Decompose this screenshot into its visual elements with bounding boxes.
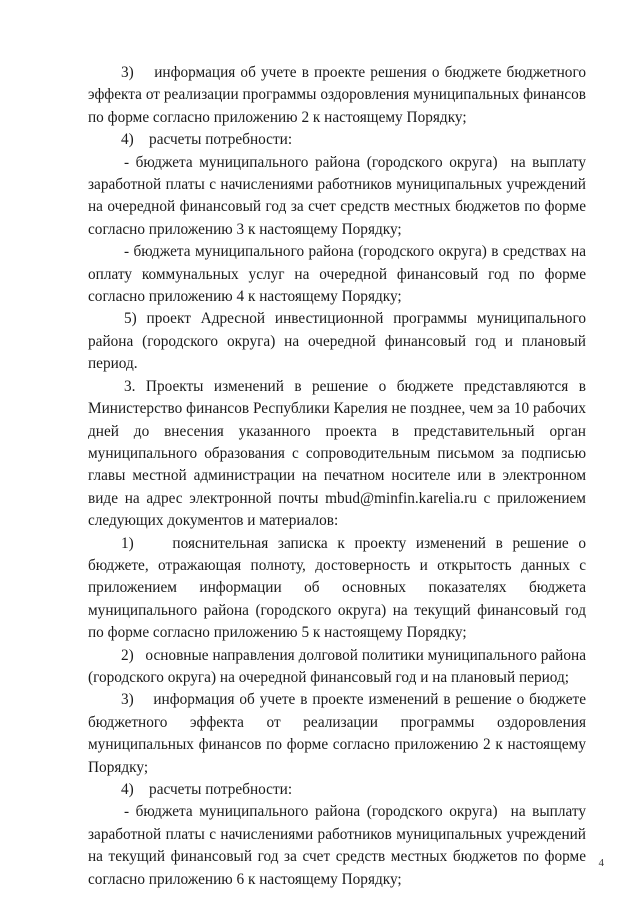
paragraph-utilities-needs: - бюджета муниципального района (городского округа) в средствах на оплату коммунальных услуг на очередной финансовый год по форме согласно приложению 4 к настоящему Порядку; bbox=[88, 243, 586, 306]
document-page bbox=[88, 62, 586, 891]
paragraph-item-3-budget-effect: 3) информация об учете в проекте решения о бюджете бюджетного эффекта от реализации программы оздоровления муниципальных финансов по форме согласно приложению 2 к настоящему Порядку; bbox=[88, 64, 586, 126]
paragraph-amend-salary-needs: - бюджета муниципального района (городского округа) на выплату заработной платы с начислениями работников муниципальных учреждений на текущий финансовый год за счет средств местных бюджетов по форме согласно приложению 6 к настоящему Порядку; bbox=[88, 803, 586, 888]
paragraph-item-5-investment-program: 5) проект Адресной инвестиционной программы муниципального района (городского округа) на очередной финансовый год и плановый период. bbox=[88, 310, 586, 373]
paragraph-amend-item-1-explanatory-note: 1) пояснительная записка к проекту изменений в решение о бюджете, отражающая полноту, достоверность и открытость данных с приложением информации об основных показателях бюджета муниципального района (городского округа) на текущий финансовый год по форме согласно приложению 5 к настоящему Порядку; bbox=[88, 534, 586, 642]
paragraph-amend-item-3-budget-effect: 3) информация об учете в проекте изменений в решение о бюджете бюджетного эффекта от реализации программы оздоровления муниципальных финансов по форме согласно приложению 2 к настоящему Порядку; bbox=[88, 691, 586, 776]
page-number: 4 bbox=[598, 857, 604, 869]
paragraph-salary-needs: - бюджета муниципального района (городского округа) на выплату заработной платы с начислениями работников муниципальных учреждений на очередной финансовый год за счет средств местных бюджетов по форме согласно приложению 3 к настоящему Порядку; bbox=[88, 153, 586, 238]
paragraph-amend-item-4-calculations: 4) расчеты потребности: bbox=[121, 781, 293, 798]
paragraph-section-3-amendments: 3. Проекты изменений в решение о бюджете представляются в Министерство финансов Республики Карелия не позднее, чем за 10 рабочих дней до внесения указанного проекта в представительный орган муниципального образования с сопроводительным письмом за подписью главы местной администрации на печатном носителе или в электронном виде на адрес электронной почты mbud@minfin.karelia.ru с приложением следующих документов и материалов: bbox=[88, 377, 586, 530]
paragraph-item-4-calculations: 4) расчеты потребности: bbox=[121, 131, 293, 149]
paragraph-amend-item-2-debt-policy: 2) основные направления долговой политики муниципального района (городского округа) на очередной финансовый год и на плановый период; bbox=[88, 646, 586, 686]
